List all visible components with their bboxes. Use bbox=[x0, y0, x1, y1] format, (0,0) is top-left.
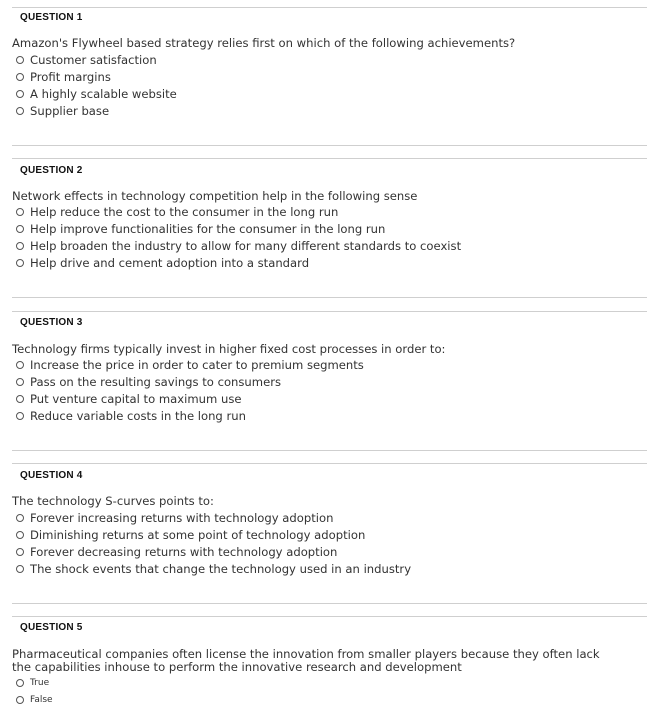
question-2-option-1[interactable] bbox=[16, 205, 338, 219]
radio-button[interactable] bbox=[16, 208, 24, 216]
question-4-option-1[interactable] bbox=[16, 511, 333, 525]
radio-button[interactable] bbox=[16, 378, 24, 386]
option-label: Supplier base bbox=[30, 104, 110, 118]
option-label: Pass on the resulting savings to consumers bbox=[30, 375, 282, 389]
radio-button[interactable] bbox=[16, 242, 24, 250]
question-5-text: Pharmaceutical companies often license the innovation from smaller players because they often lack the capabilities inhouse to perform the innovative research and development bbox=[12, 647, 600, 674]
divider bbox=[12, 311, 647, 312]
option-label: Customer satisfaction bbox=[30, 53, 157, 67]
option-label: Forever increasing returns with technology adoption bbox=[30, 511, 334, 525]
question-1-option-2[interactable] bbox=[16, 70, 111, 84]
option-label: A highly scalable website bbox=[30, 87, 177, 101]
radio-button[interactable] bbox=[16, 259, 24, 267]
divider bbox=[12, 145, 647, 146]
question-2-option-4[interactable] bbox=[16, 256, 309, 270]
question-3-option-4[interactable] bbox=[16, 409, 246, 423]
option-label: Reduce variable costs in the long run bbox=[30, 409, 246, 423]
divider bbox=[12, 603, 647, 604]
question-4-option-3[interactable] bbox=[16, 545, 337, 559]
option-label: Help reduce the cost to the consumer in the long run bbox=[30, 205, 339, 219]
question-2-option-3[interactable] bbox=[16, 239, 461, 253]
question-3-option-2[interactable] bbox=[16, 375, 281, 389]
question-2-title: QUESTION 2 bbox=[20, 165, 83, 176]
radio-button[interactable] bbox=[16, 412, 24, 420]
radio-button[interactable] bbox=[16, 514, 24, 522]
option-label: The shock events that change the technology used in an industry bbox=[30, 562, 412, 576]
radio-button[interactable] bbox=[16, 696, 24, 704]
question-1-title: QUESTION 1 bbox=[20, 12, 83, 23]
question-4-text: The technology S-curves points to: bbox=[12, 494, 214, 508]
option-label: Profit margins bbox=[30, 70, 111, 84]
radio-button[interactable] bbox=[16, 107, 24, 115]
radio-button[interactable] bbox=[16, 90, 24, 98]
option-label: Increase the price in order to cater to premium segments bbox=[30, 358, 364, 372]
question-1-option-3[interactable] bbox=[16, 87, 177, 101]
question-3-text: Technology firms typically invest in higher fixed cost processes in order to: bbox=[12, 342, 446, 356]
question-4-option-4[interactable] bbox=[16, 562, 411, 576]
question-5-option-true[interactable] bbox=[16, 676, 49, 690]
radio-button[interactable] bbox=[16, 56, 24, 64]
question-1-option-1[interactable] bbox=[16, 53, 157, 67]
radio-button[interactable] bbox=[16, 531, 24, 539]
question-5-option-false[interactable] bbox=[16, 693, 53, 707]
option-label: True bbox=[30, 678, 50, 688]
question-4-title: QUESTION 4 bbox=[20, 470, 83, 481]
radio-button[interactable] bbox=[16, 565, 24, 573]
option-label: Put venture capital to maximum use bbox=[30, 392, 242, 406]
option-label: Diminishing returns at some point of technology adoption bbox=[30, 528, 366, 542]
divider bbox=[12, 7, 647, 8]
question-3-title: QUESTION 3 bbox=[20, 317, 83, 328]
radio-button[interactable] bbox=[16, 548, 24, 556]
option-label: Help broaden the industry to allow for many different standards to coexist bbox=[30, 239, 462, 253]
question-4-option-2[interactable] bbox=[16, 528, 365, 542]
question-2-text: Network effects in technology competition help in the following sense bbox=[12, 189, 418, 203]
option-label: Help drive and cement adoption into a standard bbox=[30, 256, 310, 270]
divider bbox=[12, 450, 647, 451]
question-1-option-4[interactable] bbox=[16, 104, 109, 118]
question-3-option-3[interactable] bbox=[16, 392, 242, 406]
radio-button[interactable] bbox=[16, 361, 24, 369]
question-1-text: Amazon's Flywheel based strategy relies first on which of the following achievements? bbox=[12, 36, 516, 50]
divider bbox=[12, 463, 647, 464]
option-label: Forever decreasing returns with technology adoption bbox=[30, 545, 338, 559]
divider bbox=[12, 616, 647, 617]
option-label: Help improve functionalities for the consumer in the long run bbox=[30, 222, 386, 236]
radio-button[interactable] bbox=[16, 73, 24, 81]
question-3-option-1[interactable] bbox=[16, 358, 364, 372]
question-2-option-2[interactable] bbox=[16, 222, 385, 236]
question-5-title: QUESTION 5 bbox=[20, 622, 83, 633]
divider bbox=[12, 158, 647, 159]
radio-button[interactable] bbox=[16, 395, 24, 403]
radio-button[interactable] bbox=[16, 679, 24, 687]
radio-button[interactable] bbox=[16, 225, 24, 233]
option-label: False bbox=[30, 695, 53, 705]
divider bbox=[12, 297, 647, 298]
